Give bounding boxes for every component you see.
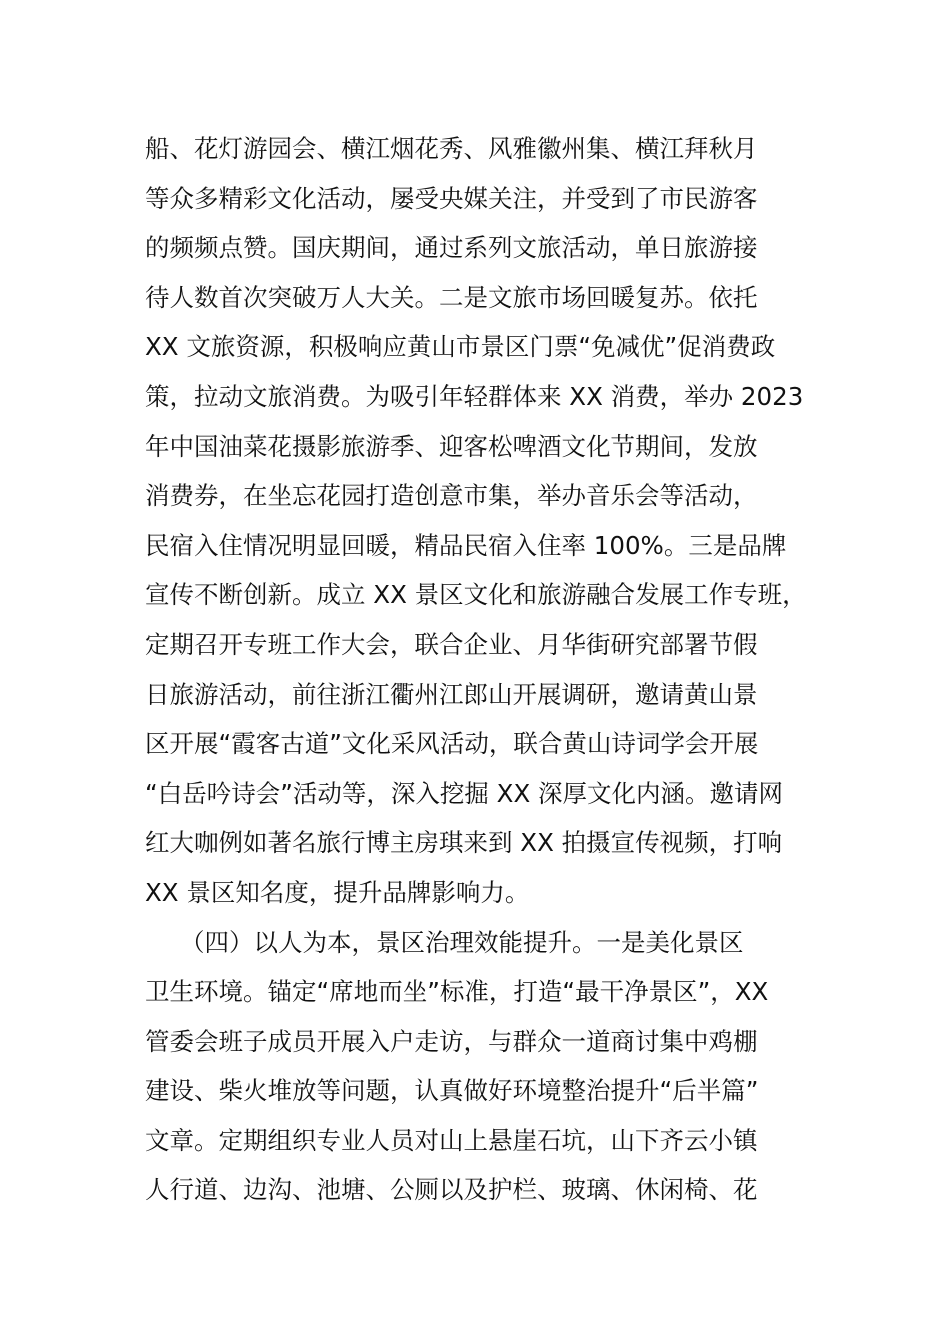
text-line: “白岳吟诗会”活动等，深入挖掘 XX 深厚文化内涵。邀请网 bbox=[145, 778, 784, 808]
text-line: 策，拉动文旅消费。为吸引年轻群体来 XX 消费，举办 2023 bbox=[145, 381, 804, 411]
text-line: 的频频点赞。国庆期间，通过系列文旅活动，单日旅游接 bbox=[145, 233, 758, 263]
text-line: 日旅游活动，前往浙江衢州江郎山开展调研，邀请黄山景 bbox=[145, 679, 758, 709]
text-line: 文章。定期组织专业人员对山上悬崖石坑，山下齐云小镇 bbox=[145, 1125, 758, 1155]
text-line: 待人数首次突破万人大关。二是文旅市场回暖复苏。依托 bbox=[145, 282, 758, 312]
text-line: XX 文旅资源，积极响应黄山市景区门票“免减优”促消费政 bbox=[145, 332, 776, 362]
text-line: 卫生环境。锚定“席地而坐”标准，打造“最干净景区”，XX bbox=[145, 977, 769, 1007]
text-line: 等众多精彩文化活动，屡受央媒关注，并受到了市民游客 bbox=[145, 183, 758, 213]
text-line: 人行道、边沟、池塘、公厕以及护栏、玻璃、休闲椅、花 bbox=[145, 1175, 758, 1205]
text-line: 船、花灯游园会、横江烟花秀、风雅徽州集、横江拜秋月 bbox=[145, 134, 758, 163]
text-line: 宣传不断创新。成立 XX 景区文化和旅游融合发展工作专班， bbox=[145, 580, 807, 610]
text-line: 管委会班子成员开展入户走访，与群众一道商讨集中鸡棚 bbox=[145, 1026, 758, 1056]
text-line: 消费券，在坐忘花园打造创意市集，举办音乐会等活动， bbox=[145, 481, 758, 511]
text-line: 年中国油菜花摄影旅游季、迎客松啤酒文化节期间，发放 bbox=[145, 431, 758, 461]
text-line: XX 景区知名度，提升品牌影响力。 bbox=[145, 877, 530, 907]
text-line: 定期召开专班工作大会，联合企业、月华街研究部署节假 bbox=[145, 629, 758, 659]
text-line: 民宿入住情况明显回暖，精品民宿入住率 100%。三是品牌 bbox=[145, 530, 787, 560]
body-text bbox=[145, 124, 825, 1215]
text-line: 区开展“霞客古道”文化采风活动，联合黄山诗词学会开展 bbox=[145, 729, 759, 759]
text-line: 红大咖例如著名旅行博主房琪来到 XX 拍摄宣传视频，打响 bbox=[145, 828, 783, 858]
section-heading-line: （四）以人为本，景区治理效能提升。一是美化景区 bbox=[180, 927, 744, 957]
text-line: 建设、柴火堆放等问题，认真做好环境整治提升“后半篇” bbox=[145, 1076, 759, 1106]
